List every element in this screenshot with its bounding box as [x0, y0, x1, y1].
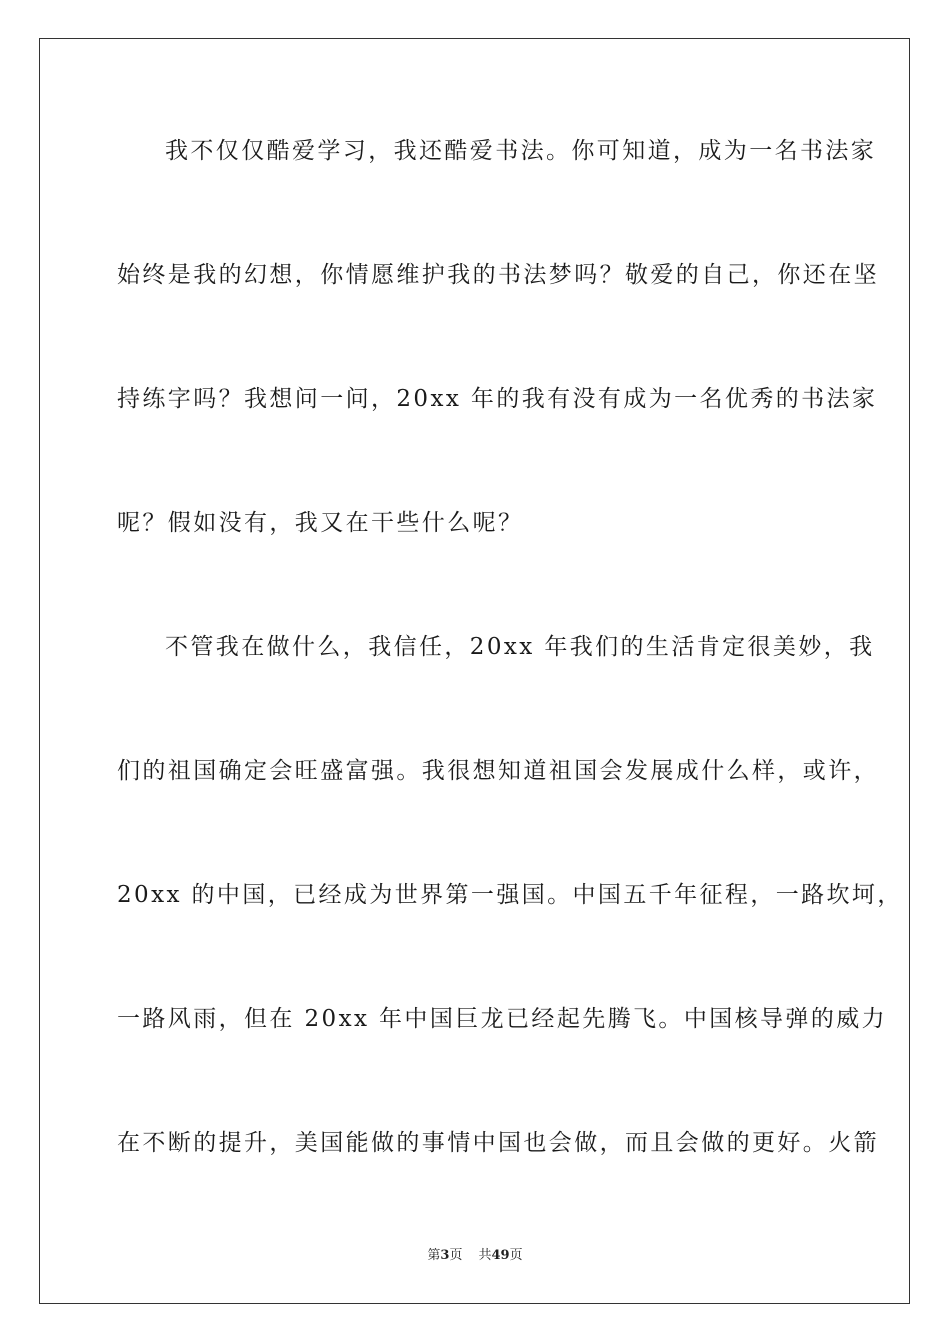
page-footer: [0, 1246, 950, 1266]
paragraph-line: 20xx 的中国，已经成为世界第一强国。中国五千年征程，一路坎坷，: [117, 882, 903, 908]
page-number: 3: [440, 1248, 450, 1263]
paragraph-line: 呢？假如没有，我又在干些什么呢？: [117, 510, 524, 536]
paragraph-line: 始终是我的幻想，你情愿维护我的书法梦吗？敬爱的自己，你还在坚: [117, 262, 879, 288]
paragraph-line: 持练字吗？我想问一问，20xx 年的我有没有成为一名优秀的书法家: [117, 386, 878, 412]
paragraph-line: 在不断的提升，美国能做的事情中国也会做，而且会做的更好。火箭: [117, 1130, 879, 1156]
page-prefix: 第: [427, 1248, 441, 1263]
paragraph-line: 我不仅仅酷爱学习，我还酷爱书法。你可知道，成为一名书法家: [165, 138, 877, 164]
total-suffix: 页: [509, 1248, 523, 1263]
total-pages: 49: [491, 1248, 510, 1263]
total-prefix: 共: [478, 1248, 492, 1263]
paragraph-line: 们的祖国确定会旺盛富强。我很想知道祖国会发展成什么样，或许，: [117, 758, 879, 784]
paragraph-line: 不管我在做什么，我信任，20xx 年我们的生活肯定很美妙，我: [165, 634, 875, 660]
paragraph-line: 一路风雨，但在 20xx 年中国巨龙已经起先腾飞。中国核导弹的威力: [117, 1006, 888, 1032]
page-suffix: 页: [449, 1248, 463, 1263]
page-border: [39, 38, 910, 1304]
